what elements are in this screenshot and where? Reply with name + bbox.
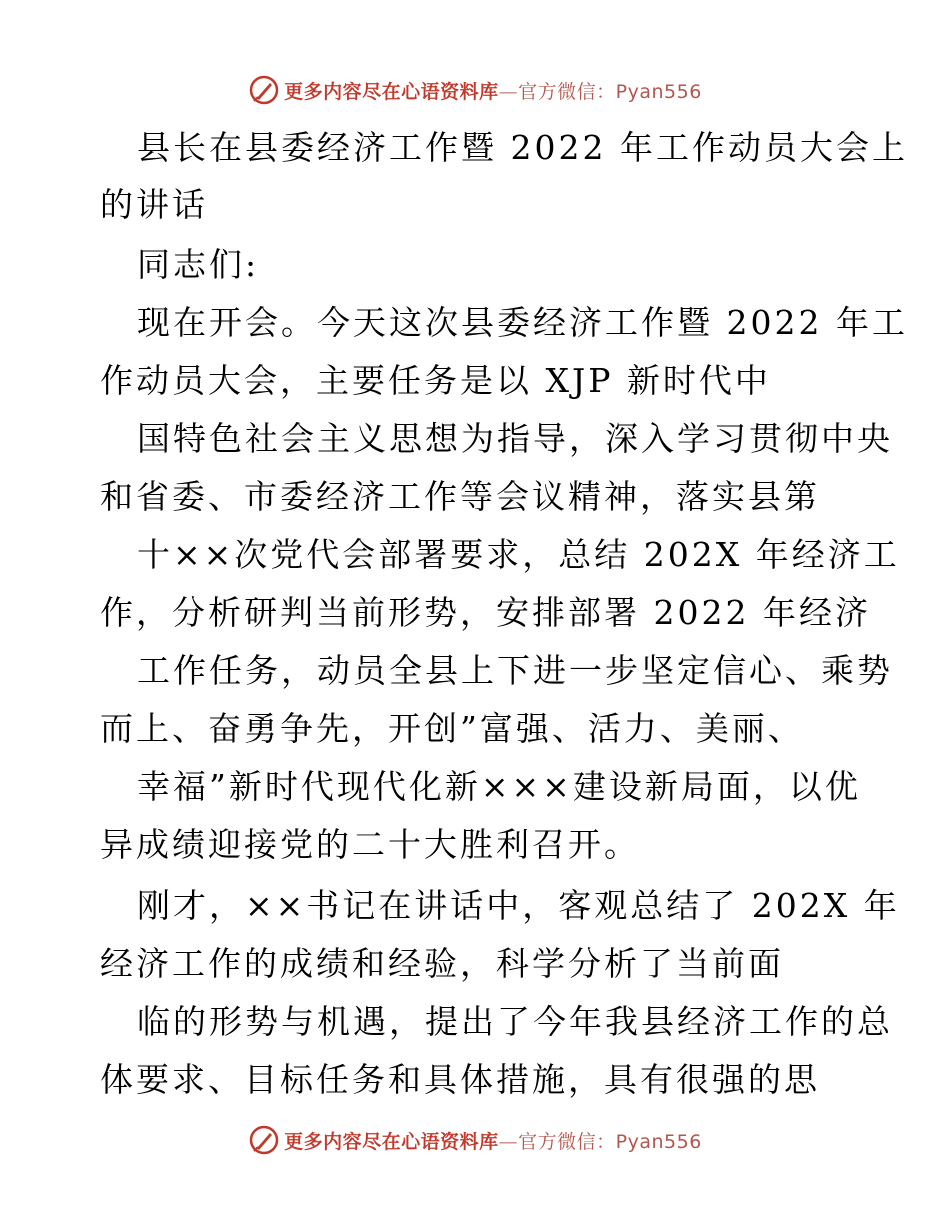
header-watermark [0, 72, 950, 108]
watermark-text [284, 77, 702, 104]
body-line: 现在开会。今天这次县委经济工作暨 2022 年工 [137, 303, 908, 342]
body-line: 作动员大会，主要任务是以 XJP 新时代中 [100, 361, 771, 400]
watermark-brand: 更多内容尽在心语资料库 [284, 1130, 499, 1153]
body-line: 国特色社会主义思想为指导，深入学习贯彻中央 [137, 419, 893, 458]
watermark-separator: — [498, 80, 519, 103]
body-line: 刚才，××书记在讲话中，客观总结了 202X 年 [137, 886, 900, 925]
body-line: 体要求、目标任务和具体措施，具有很强的思 [100, 1060, 820, 1099]
watermark-brand: 更多内容尽在心语资料库 [284, 80, 499, 103]
title-line-2: 的讲话 [100, 185, 208, 224]
watermark-separator: — [498, 1130, 519, 1153]
body-line: 和省委、市委经济工作等会议精神，落实县第 [100, 477, 820, 516]
body-line: 作，分析研判当前形势，安排部署 2022 年经济 [100, 593, 871, 632]
watermark-contact: 官方微信：Pyan556 [518, 1130, 702, 1153]
watermark-contact: 官方微信：Pyan556 [518, 80, 702, 103]
footer-watermark [0, 1122, 950, 1158]
body-line: 十××次党代会部署要求，总结 202X 年经济工 [137, 535, 900, 574]
body-line: 幸福”新时代现代化新×××建设新局面，以优 [137, 767, 861, 806]
body-line: 而上、奋勇争先，开创”富强、活力、美丽、 [100, 709, 804, 748]
body-line: 临的形势与机遇，提出了今年我县经济工作的总 [137, 1002, 893, 1041]
title-line-1: 县长在县委经济工作暨 2022 年工作动员大会上 [137, 128, 908, 167]
watermark-text [284, 1127, 702, 1154]
body-line: 经济工作的成绩和经验，科学分析了当前面 [100, 944, 784, 983]
body-line: 异成绩迎接党的二十大胜利召开。 [100, 825, 640, 864]
quill-circle-logo-icon [248, 1124, 280, 1156]
salutation: 同志们: [137, 245, 260, 284]
quill-circle-logo-icon [248, 74, 280, 106]
body-line: 工作任务，动员全县上下进一步坚定信心、乘势 [137, 651, 893, 690]
